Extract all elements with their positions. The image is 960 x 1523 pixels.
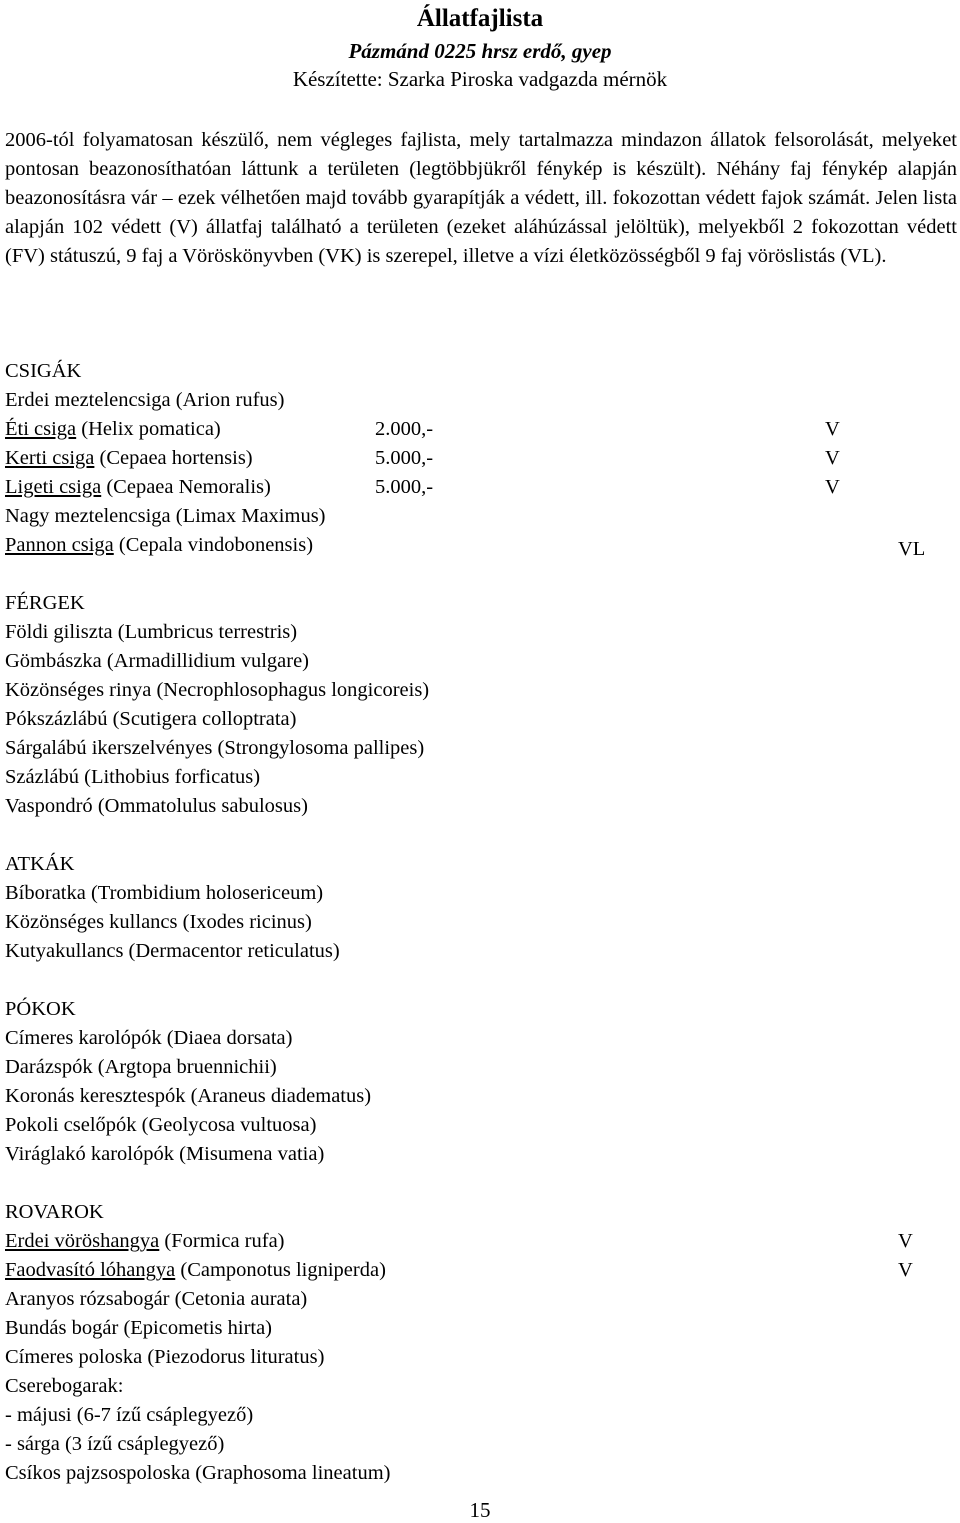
species-common-name: Bundás bogár [5,1317,119,1339]
species-latin-name: (Trombidium holosericeum) [85,882,324,904]
species-row [5,1343,955,1372]
species-latin-name: (Cepaea hortensis) [94,447,253,469]
protection-status: VL [898,538,926,560]
section-heading: ROVAROK [5,1201,104,1223]
species-row [5,502,955,531]
species-row [5,1024,955,1053]
species-row [5,1227,955,1256]
species-row [5,1401,955,1430]
species-row [5,1082,955,1111]
species-row [5,647,955,676]
species-row [5,1256,955,1285]
species-latin-name: (Necrophlosophagus longicoreis) [151,679,430,701]
section-spacer [5,1169,955,1198]
section-heading: PÓKOK [5,998,76,1020]
species-common-name: Koronás keresztespók [5,1085,186,1107]
page-subtitle: Pázmánd 0225 hrsz erdő, gyep [348,39,612,63]
species-common-name: Darázspók [5,1056,93,1078]
species-common-name: Címeres karolópók [5,1027,162,1049]
species-common-name: Cserebogarak: [5,1375,124,1397]
species-latin-name: (Lumbricus terrestris) [112,621,298,643]
species-latin-name: (Diaea dorsata) [161,1027,293,1049]
species-price: 5.000,- [375,476,434,498]
species-common-name: Erdei meztelencsiga [5,389,171,411]
species-row [5,1111,955,1140]
species-latin-name: (Armadillidium vulgare) [101,650,310,672]
species-common-name: - sárga (3 ízű csáplegyező) [5,1433,225,1455]
species-row [5,879,955,908]
species-latin-name: (Cepala vindobonensis) [113,534,314,556]
species-latin-name: (Graphosoma lineatum) [190,1462,391,1484]
species-latin-name: (Araneus diadematus) [185,1085,372,1107]
species-latin-name: (Arion rufus) [170,389,285,411]
species-common-name: Nagy meztelencsiga [5,505,171,527]
species-row [5,415,955,444]
species-row [5,734,955,763]
species-latin-name: (Ixodes ricinus) [177,911,312,933]
intro-paragraph-block [5,126,957,271]
species-latin-name: (Epicometis hirta) [118,1317,273,1339]
species-row [5,1314,955,1343]
species-common-name: Közönséges kullancs [5,911,178,933]
species-row [5,386,955,415]
species-row [5,937,955,966]
species-latin-name: (Geolycosa vultuosa) [136,1114,317,1136]
section-spacer [5,821,955,850]
section-heading: ATKÁK [5,853,75,875]
species-common-name: Pókszázlábú [5,708,108,730]
species-row [5,908,955,937]
species-common-name: Csíkos pajzsospoloska [5,1462,191,1484]
species-common-name: Kerti csiga [5,447,95,469]
species-common-name: Bíboratka [5,882,86,904]
species-latin-name: (Strongylosoma pallipes) [212,737,425,759]
species-common-name: - májusi (6-7 ízű csáplegyező) [5,1404,254,1426]
species-common-name: Aranyos rózsabogár [5,1288,170,1310]
species-row [5,1459,955,1488]
species-row [5,1430,955,1459]
section-spacer [5,560,955,589]
species-list [5,357,955,1488]
species-common-name: Földi giliszta [5,621,113,643]
species-row [5,444,955,473]
species-latin-name: (Argtopa bruennichii) [92,1056,277,1078]
section-heading: CSIGÁK [5,360,82,382]
species-row [5,473,955,502]
species-row [5,618,955,647]
protection-status: V [825,447,840,469]
species-latin-name: (Cetonia aurata) [169,1288,308,1310]
species-latin-name: (Ommatolulus sabulosus) [92,795,308,817]
protection-status: V [825,418,840,440]
species-latin-name: (Helix pomatica) [76,418,221,440]
species-row [5,1140,955,1169]
page-number: 15 [469,1498,491,1522]
species-common-name: Éti csiga [5,418,77,440]
species-common-name: Ligeti csiga [5,476,102,498]
protection-status: V [825,476,840,498]
author-line: Készítette: Szarka Piroska vadgazda mérnök [292,67,668,91]
species-row [5,676,955,705]
species-row [5,792,955,821]
species-latin-name: (Misumena vatia) [174,1143,325,1165]
species-latin-name: (Lithobius forficatus) [79,766,261,788]
species-common-name: Pokoli cselőpók [5,1114,137,1136]
species-common-name: Sárgalábú ikerszelvényes [5,737,213,759]
protection-status: V [898,1230,913,1252]
species-common-name: Gömbászka [5,650,102,672]
species-price: 5.000,- [375,447,434,469]
species-common-name: Erdei vöröshangya [5,1230,160,1252]
intro-paragraph: 2006-tól folyamatosan készülő, nem végleges fajlista, mely tartalmazza mindazon állatok felsorolását, melyeket pontosan beazonosíthatóan láttunk a területen (legtöbbjükről fénykép is készült). Néhány faj fénykép alapján beazonosításra vár – ezek vélhetően majd tovább gyarapítják a védett, ill. fokozottan védett fajok számát. Jelen lista alapján 102 védett (V) állatfaj található a területen (ezeket aláhúzással jelöltük), melyekből 2 fokozottan védett (FV) státuszú, 9 faj a Vöröskönyvben (VK) is szerepel, illetve a vízi életközösségből 9 faj vöröslistás (VL). [5,129,957,267]
species-row [5,763,955,792]
species-latin-name: (Formica rufa) [159,1230,285,1252]
species-price: 2.000,- [375,418,434,440]
species-common-name: Viráglakó karolópók [5,1143,174,1165]
species-latin-name: (Camponotus ligniperda) [175,1259,386,1281]
species-common-name: Faodvasító lóhangya [5,1259,176,1281]
species-common-name: Vaspondró [5,795,93,817]
section-spacer [5,966,955,995]
species-common-name: Címeres poloska [5,1346,143,1368]
species-latin-name: (Dermacentor reticulatus) [123,940,340,962]
species-row [5,1285,955,1314]
species-latin-name: (Scutigera colloptrata) [107,708,297,730]
species-latin-name: (Cepaea Nemoralis) [101,476,271,498]
species-common-name: Kutyakullancs [5,940,124,962]
species-latin-name: (Limax Maximus) [170,505,326,527]
section-heading: FÉRGEK [5,592,85,614]
species-row [5,531,955,560]
species-common-name: Százlábú [5,766,79,788]
species-row [5,1053,955,1082]
species-latin-name: (Piezodorus lituratus) [142,1346,325,1368]
protection-status: V [898,1259,913,1281]
species-common-name: Közönséges rinya [5,679,152,701]
species-common-name: Pannon csiga [5,534,114,556]
species-row [5,1372,955,1401]
species-row [5,705,955,734]
page-title: Állatfajlista [416,5,544,32]
